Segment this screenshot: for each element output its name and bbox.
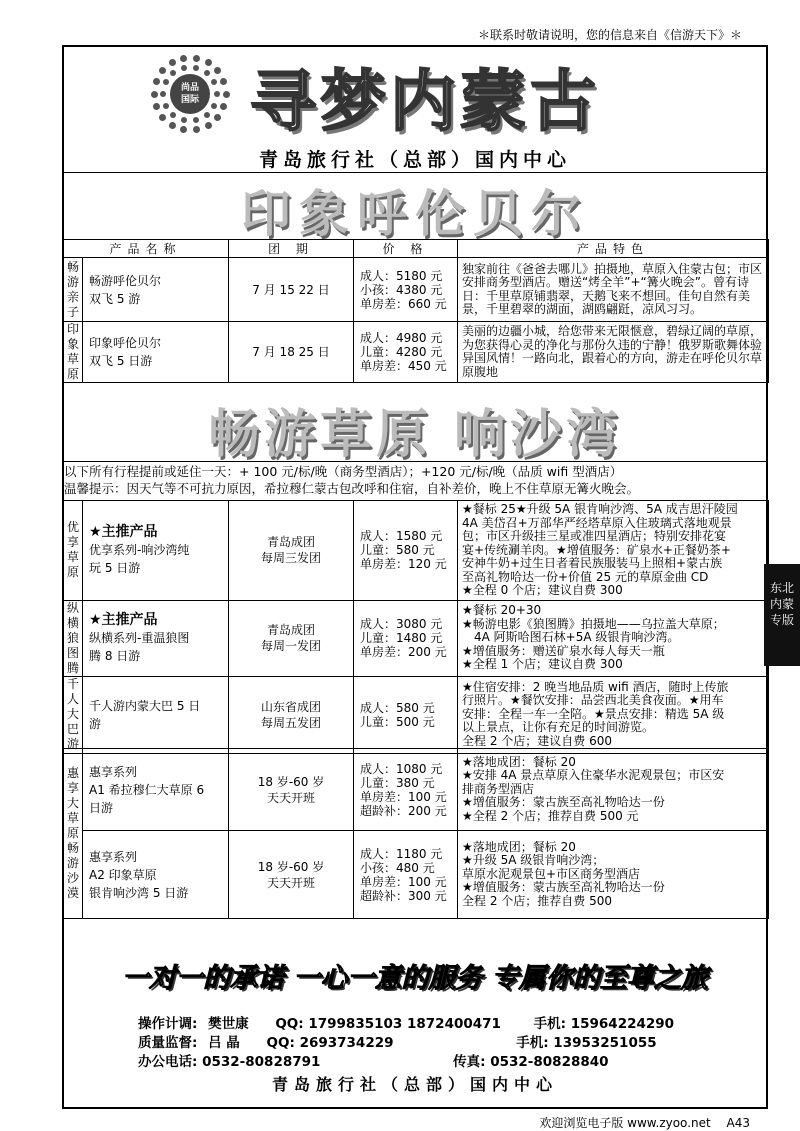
- table-row: [63, 258, 769, 322]
- logo-dot: [153, 103, 160, 110]
- dates-line1: 18 岁-60 岁: [257, 859, 325, 874]
- logo-dot: [214, 114, 221, 121]
- logo-dot: [170, 112, 176, 118]
- feature-line: ★全程 2 个店；推荐自费 500 元: [462, 808, 639, 823]
- feature-line: 至高礼物哈达一份+价值 25 元的草原金曲 CD: [462, 569, 709, 584]
- product-name-line2: 双飞 5 日游: [89, 354, 153, 368]
- feature-line: 安神牛奶+过生日者着民族服装马上照相+蒙古族: [462, 556, 723, 570]
- category-label: 印 象 草 原: [63, 322, 83, 383]
- product-features: [458, 676, 769, 753]
- banner-hulunbuir: 印象呼伦贝尔: [241, 184, 589, 243]
- product-prices: [354, 676, 458, 753]
- price-line: 单房差：450 元: [360, 359, 447, 373]
- feature-line: 包；市区升级挂三星或准四星酒店；特别安排花宴: [462, 529, 727, 543]
- product-name-line1: 印象呼伦贝尔: [89, 336, 162, 350]
- product-dates: [229, 600, 354, 676]
- product-prices: [354, 600, 458, 676]
- category-label: 惠 享 大 草 原 畅 游 沙 漠: [63, 749, 83, 919]
- fax-number: 传真: 0532-80828840: [453, 1054, 609, 1070]
- feature-line: 4A 美岱召+万部华严经塔草原入住玻璃式落地观景: [462, 515, 732, 530]
- feature-line: 草原水泥观景包+市区商务型酒店: [462, 866, 641, 881]
- bottom-page-info: 欢迎浏览电子版 www.zyoo.net A43: [539, 1116, 750, 1130]
- header-features: 产品特色: [458, 240, 769, 258]
- logo-dot: [153, 78, 160, 85]
- price-line: 单房差：100 元: [360, 789, 447, 804]
- logo-text: [170, 74, 210, 114]
- logo-dot: [169, 59, 176, 66]
- price-line: 单房差：100 元: [360, 874, 447, 889]
- category-label: 优 享 草 原: [63, 501, 83, 601]
- logo-dot: [151, 91, 158, 98]
- logo-dot: [211, 103, 217, 109]
- dates-line1: 山东省成团: [260, 699, 321, 714]
- source-note: ＊联系时敬请说明，您的信息来自《信游天下》＊: [477, 28, 742, 42]
- dates-line2: 每周三发团: [260, 551, 321, 566]
- price-line: 成人：580 元: [360, 700, 435, 715]
- header-price: 价 格: [354, 240, 458, 258]
- product-name-line1: 纵横系列-重温狼图: [89, 631, 190, 645]
- logo-dot: [193, 55, 200, 62]
- product-dates: [229, 501, 354, 601]
- notice-warm-tip: 温馨提示：因天气等不可抗力原因，希拉穆仁蒙古包改呼和住宿，自补差价，晚上不住草原无篝火晚会。: [64, 481, 640, 496]
- price-line: 小孩：480 元: [360, 860, 435, 875]
- feature-line: 以上景点，让你有充足的时间游览。: [462, 720, 655, 735]
- product-table-3: [62, 748, 769, 919]
- feature-line: ★住宿安排：2 晚当地品质 wifi 酒店，随时上传旅: [462, 679, 729, 694]
- logo-dot: [170, 70, 176, 76]
- logo-dot: [211, 79, 217, 85]
- price-line: 成人：1180 元: [360, 846, 443, 861]
- feature-line: 行照片。★餐饮安排：品尝西北美食夜面。★用车: [462, 693, 724, 708]
- feature-line: ★餐标 25★升级 5A 银肯响沙湾、5A 成吉思汗陵园: [462, 502, 738, 516]
- feature-line: 宴+传统涮羊肉。★增值服务：矿泉水+正餐奶茶+: [462, 542, 731, 557]
- logo-dot: [163, 103, 169, 109]
- product-name-line2: 腾 8 日游: [89, 649, 141, 663]
- product-name-line2: 双飞 5 游: [89, 291, 141, 306]
- logo-text-line2: 国际: [180, 95, 199, 105]
- table-row: [63, 600, 769, 676]
- logo-dot: [193, 65, 199, 71]
- product-table-1: [62, 239, 769, 383]
- product-name-line3: 银肯响沙湾 5 日游: [89, 885, 189, 900]
- dates-line2: 天天开班: [266, 875, 315, 890]
- product-prices: [354, 831, 458, 919]
- quality-qq: QQ: 2693734229: [266, 1035, 394, 1051]
- logo-dot: [193, 117, 199, 123]
- product-name-line2: 游: [89, 716, 102, 731]
- divider: [62, 172, 768, 173]
- logo-dot: [159, 67, 166, 74]
- footer-agency-name: 青岛旅行社（总部）国内中心: [271, 1075, 558, 1094]
- feature-line: ★增值服务：赠送矿泉水每人每天一瓶: [462, 643, 665, 658]
- header-product-name: 产品名称: [63, 240, 229, 258]
- product-table-2: [62, 500, 769, 754]
- product-name-line1: 惠享系列: [89, 849, 138, 864]
- operator-name: 樊世康: [208, 1016, 249, 1032]
- product-name: [83, 676, 229, 753]
- logo-text-line1: 尚品: [180, 83, 199, 93]
- category-label: 畅 游 亲 子: [63, 258, 83, 322]
- table-row: [63, 831, 769, 919]
- feature-line: ★畅游电影《狼图腾》拍摄地——乌拉盖大草原；: [462, 616, 725, 631]
- feature-line: 全程 2 个店；建议自费 600: [462, 733, 612, 748]
- logo-dot: [214, 67, 221, 74]
- product-dates: 7 月 15 22 日: [229, 258, 354, 322]
- feature-line: 安排：全程一车一全陪。★景点安排：精选 5A 级: [462, 706, 725, 721]
- product-prices: [354, 258, 458, 322]
- price-line: 成人：3080 元: [360, 617, 443, 631]
- table-row: [63, 322, 769, 383]
- product-name-line1: 惠享系列: [89, 764, 138, 779]
- featured-badge: ★主推产品: [89, 524, 158, 541]
- product-name-line1: 千人游内蒙大巴 5 日: [89, 698, 201, 713]
- dates-line1: 青岛成团: [266, 535, 315, 550]
- logo-dot: [169, 122, 176, 129]
- price-line: 单房差：660 元: [360, 296, 447, 311]
- logo-dot: [159, 114, 166, 121]
- product-dates: [229, 676, 354, 753]
- feature-line: ★全程 1 个店；建议自费 300: [462, 657, 623, 672]
- logo-dot: [204, 70, 210, 76]
- side-tab-line: 专版: [769, 613, 794, 627]
- logo-dot: [205, 59, 212, 66]
- header-period: 团 期: [229, 240, 354, 258]
- logo-dot: [204, 112, 210, 118]
- feature-line: ★落地成团：餐标 20: [462, 754, 576, 769]
- product-features: [458, 749, 769, 831]
- slogan: 一对一的承诺 一心一意的服务 专属你的至尊之旅: [122, 963, 708, 994]
- price-line: 儿童：1480 元: [360, 631, 443, 645]
- edition-side-tab: [764, 564, 800, 666]
- product-name: [83, 322, 229, 383]
- product-prices: [354, 749, 458, 831]
- feature-line: 4A 阿斯哈图石林+5A 级银肯响沙湾。: [462, 630, 680, 645]
- table-row: [63, 676, 769, 753]
- product-name: [83, 600, 229, 676]
- logo-dot: [181, 117, 187, 123]
- dates-line1: 18 岁-60 岁: [257, 774, 325, 789]
- contact-row-operator: [138, 1012, 674, 1032]
- feature-line: 全程 2 个店；推荐自费 500: [462, 893, 612, 908]
- dates-line2: 每周一发团: [260, 639, 321, 653]
- feature-line: ★餐标 20+30: [462, 603, 542, 618]
- operator-mobile: 手机: 15964224290: [533, 1016, 675, 1032]
- logo-dot: [193, 126, 200, 133]
- operator-qq: QQ: 1799835103 1872400471: [275, 1016, 501, 1032]
- brand-logo: [148, 52, 232, 136]
- price-line: 小孩：4380 元: [360, 282, 443, 297]
- feature-line: ★落地成团；餐标 20: [462, 839, 576, 854]
- feature-line: ★安排 4A 景点草原入住豪华水泥观景包；市区安: [462, 768, 725, 783]
- product-dates: [229, 749, 354, 831]
- feature-line: ★增值服务：蒙古族至高礼物哈达一份: [462, 795, 665, 810]
- logo-dot: [220, 78, 227, 85]
- table-row: [63, 501, 769, 601]
- quality-mobile: 手机: 13953251055: [516, 1035, 657, 1051]
- main-title: 寻梦内蒙古: [250, 63, 600, 140]
- logo-dot: [160, 91, 166, 97]
- table-header: [63, 240, 769, 258]
- product-features: [458, 600, 769, 676]
- logo-dot: [181, 65, 187, 71]
- product-name: [83, 501, 229, 601]
- price-line: 单房差：120 元: [360, 557, 447, 572]
- product-features: 独家前往《爸爸去哪儿》拍摄地，草原入住蒙古包；市区安排商务型酒店。赠送“烤全羊”+“篝火晚会”。曾有诗日：千里草原铺翡翠，天鹅飞来不想回。佳句自然有美景，千里碧翠的湖面，湖鸥翩跹，凉风习习。: [458, 258, 769, 322]
- feature-line: ★升级 5A 级银肯响沙湾；: [462, 853, 605, 868]
- product-name-line1: 畅游呼伦贝尔: [89, 273, 162, 288]
- agency-name: 青岛旅行社（总部）国内中心: [258, 149, 571, 171]
- feature-line: ★增值服务：蒙古族至高礼物哈达一份: [462, 880, 665, 895]
- side-tab-line: 内蒙: [769, 597, 794, 611]
- side-tab-line: 东北: [769, 581, 794, 595]
- product-name-line2: A1 希拉穆仁大草原 6: [89, 782, 205, 797]
- product-name: [83, 258, 229, 322]
- price-line: 成人：1080 元: [360, 761, 443, 776]
- logo-dot: [214, 91, 220, 97]
- price-line: 儿童：380 元: [360, 775, 435, 790]
- banner-xiangshawan: 畅游草原 响沙湾: [207, 404, 623, 465]
- product-name: [83, 831, 229, 919]
- notice-extension: 以下所有行程提前或延住一天：+ 100 元/标/晚（商务型酒店）；+120 元/标/晚（品质 wifi 型酒店）: [64, 464, 623, 479]
- product-name-line2: A2 印象草原: [89, 867, 157, 882]
- logo-dot: [180, 55, 187, 62]
- price-line: 儿童：4280 元: [360, 345, 443, 359]
- product-prices: [354, 322, 458, 383]
- table-row: [63, 749, 769, 831]
- dates-line1: 青岛成团: [266, 623, 315, 637]
- price-line: 成人：5180 元: [360, 268, 443, 283]
- dates-line2: 天天开班: [266, 790, 315, 805]
- logo-dot: [220, 103, 227, 110]
- feature-line: 排商务型酒店: [462, 781, 535, 796]
- feature-line: ★全程 0 个店；建议自费 300: [462, 583, 623, 597]
- dates-line2: 每周五发团: [260, 715, 321, 730]
- product-features: [458, 501, 769, 601]
- category-label: 纵 横 狼 图 腾: [63, 600, 83, 676]
- product-features: 美丽的边疆小城，给您带来无限惬意，碧绿辽阔的草原，为您获得心灵的净化与那份久违的宁静！俄罗斯歌舞体验异国风情！一路向北，跟着心的方向，游走在呼伦贝尔草原腹地: [458, 322, 769, 383]
- price-line: 成人：1580 元: [360, 529, 443, 544]
- category-label: 千 人 大 巴 游: [63, 676, 83, 753]
- logo-dot: [205, 122, 212, 129]
- office-phone: 办公电话: 0532-80828791: [138, 1054, 321, 1070]
- product-name-line1: 优享系列-响沙湾纯: [89, 543, 190, 558]
- logo-dot: [223, 91, 230, 98]
- quality-label: 质量监督:: [138, 1035, 198, 1051]
- contact-row-office: [138, 1050, 609, 1070]
- price-line: 超龄补：300 元: [360, 888, 447, 903]
- price-line: 单房差：200 元: [360, 645, 447, 659]
- logo-dot: [180, 126, 187, 133]
- product-dates: [229, 831, 354, 919]
- product-dates: 7 月 18 25 日: [229, 322, 354, 383]
- quality-name: 吕 晶: [208, 1035, 240, 1051]
- logo-dot: [163, 79, 169, 85]
- contact-row-quality: [138, 1031, 657, 1051]
- featured-badge: ★主推产品: [89, 612, 158, 628]
- product-features: [458, 831, 769, 919]
- operator-label: 操作计调:: [138, 1016, 198, 1032]
- product-prices: [354, 501, 458, 601]
- price-line: 成人：4980 元: [360, 331, 443, 345]
- price-line: 超龄补：200 元: [360, 803, 447, 818]
- price-line: 儿童：580 元: [360, 543, 435, 558]
- product-name-line3: 日游: [89, 800, 114, 815]
- product-name: [83, 749, 229, 831]
- divider: [62, 461, 768, 462]
- price-line: 儿童：500 元: [360, 714, 435, 729]
- product-name-line2: 玩 5 日游: [89, 561, 141, 576]
